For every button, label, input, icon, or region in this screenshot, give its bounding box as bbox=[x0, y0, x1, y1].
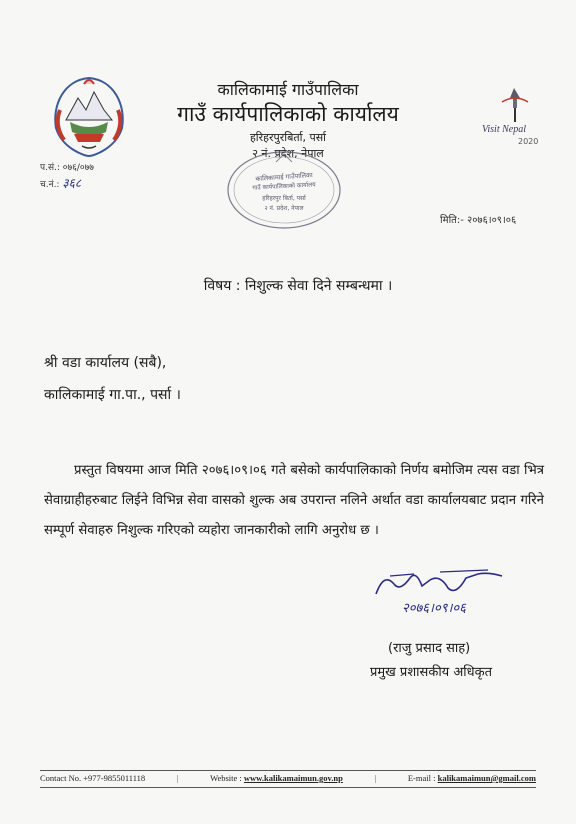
dispatch-number bbox=[40, 174, 81, 191]
stamp-line-2: गाउँ कार्यपालिकाको कार्यालय bbox=[252, 181, 316, 192]
letter-date: मिति:- २०७६।०९।०६ bbox=[440, 215, 517, 226]
footer-top-rule bbox=[40, 770, 536, 771]
org-name: कालिकामाई गाउँपालिका bbox=[217, 80, 359, 99]
address-line-1: हरिहरपुरबिर्ता, पर्सा bbox=[249, 131, 327, 144]
recipient-line-1: श्री वडा कार्यालय (सबै), bbox=[44, 355, 167, 371]
office-name: गाउँ कार्यपालिकाको कार्यालय bbox=[177, 102, 399, 126]
footer-email-group bbox=[408, 773, 536, 783]
footer-email-label: E-mail : bbox=[407, 773, 436, 783]
footer-email-link[interactable]: kalikamaimun@gmail.com bbox=[437, 773, 536, 783]
footer-separator: | bbox=[176, 773, 179, 783]
footer-separator: | bbox=[374, 773, 377, 783]
visit-nepal-logo bbox=[480, 84, 552, 154]
visit-nepal-text: Visit Nepal bbox=[482, 124, 526, 135]
recipient-line-2: कालिकामाई गा.पा., पर्सा । bbox=[44, 387, 181, 403]
stamp-line-4: २ नं. प्रदेश, नेपाल bbox=[264, 205, 304, 212]
footer-website-group bbox=[210, 773, 343, 783]
signer-title: प्रमुख प्रशासकीय अधिकृत bbox=[370, 665, 493, 680]
letter-subject: विषय : निशुल्क सेवा दिने सम्बन्धमा । bbox=[203, 278, 393, 294]
signer-name: (राजु प्रसाद साह) bbox=[388, 641, 471, 656]
dispatch-label: च.नं.: bbox=[40, 180, 60, 190]
footer-bottom-rule bbox=[40, 787, 536, 788]
stamp-line-3: हरिहरपुर बिर्ता, पर्सा bbox=[262, 195, 306, 202]
address-line-2: २ नं. प्रदेश, नेपाल bbox=[252, 147, 324, 160]
reference-number: प.सं.: ०७६/०७७ bbox=[40, 163, 94, 173]
office-stamp bbox=[226, 150, 342, 230]
footer-website-label: Website : bbox=[210, 773, 242, 783]
dispatch-value: ३६८ bbox=[62, 176, 82, 190]
signature-date: २०७६।०९।०६ bbox=[402, 601, 466, 616]
footer bbox=[40, 773, 536, 783]
stamp-line-1: कालिकामाई गाउँपालिका bbox=[255, 171, 313, 183]
footer-website-link[interactable]: www.kalikamaimun.gov.np bbox=[243, 773, 343, 783]
visit-nepal-year: 2020 bbox=[518, 137, 539, 146]
footer-contact: Contact No. +977-9855011118 bbox=[40, 773, 146, 783]
letter-body: प्रस्तुत विषयमा आज मिति २०७६।०९।०६ गते बसेको कार्यपालिकाको निर्णय बमोजिम त्यस वडा भित्र सेवाग्राहीहरुबाट लिईने विभिन्न सेवा वासको शुल्क अब उपरान्त नलिने अर्थात वडा कार्यालयबाट प्रदान गरिने सम्पूर्ण सेवाहरु निशुल्क गरिएको व्यहोरा जानकारीको लागि अनुरोध छ । bbox=[44, 463, 544, 538]
